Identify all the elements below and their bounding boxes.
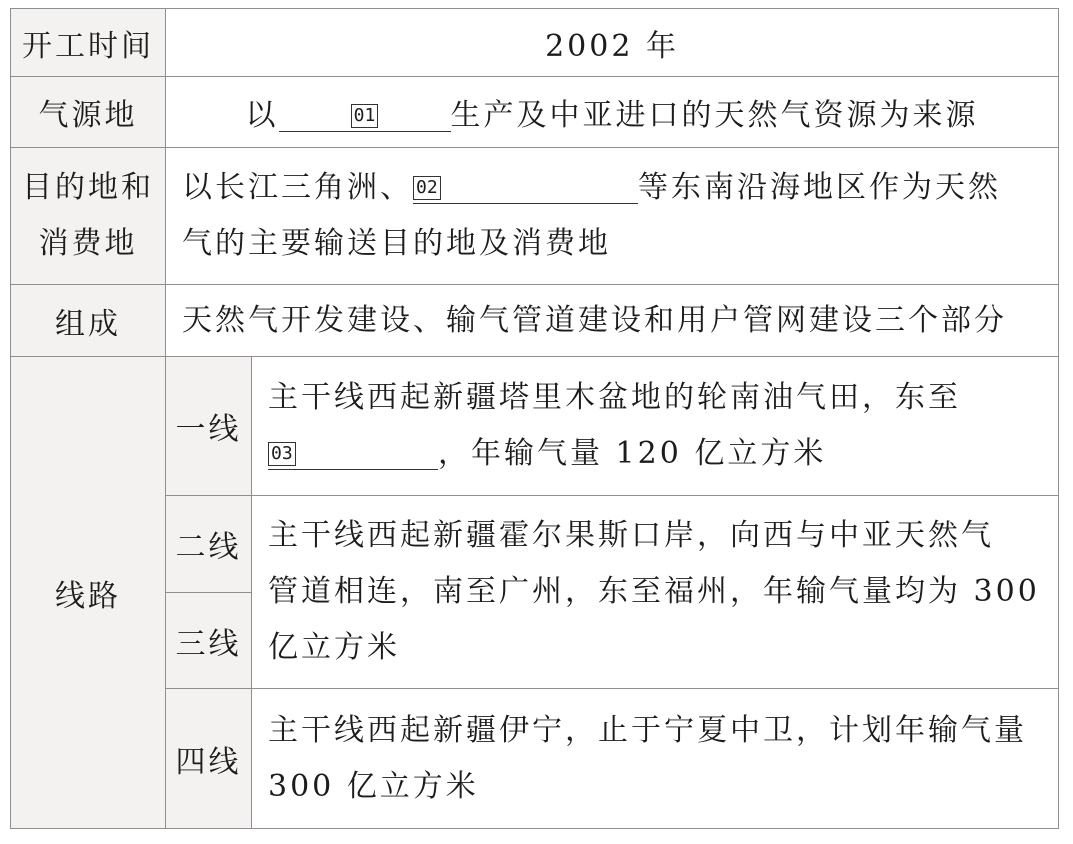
row-label-gas-source: 气源地 — [11, 77, 166, 148]
route-line-4-text-line2: 300 亿立方米 — [268, 768, 479, 804]
row-label-composition: 组成 — [11, 285, 166, 357]
table-row — [11, 148, 1059, 285]
route-line-4-text — [252, 689, 1059, 829]
blank-number: 03 — [268, 442, 296, 466]
destination-label-line2: 消费地 — [38, 226, 138, 261]
blank-number: 02 — [413, 176, 441, 200]
gas-source-text-after: 生产及中亚进口的天然气资源为来源 — [450, 98, 979, 133]
route-line-2-label: 二线 — [166, 496, 252, 593]
destination-text-before: 以长江三角洲、 — [182, 170, 413, 205]
route-line-1-text-line1: 主干线西起新疆塔里木盆地的轮南油气田，东至 — [268, 380, 961, 415]
fill-blank-02[interactable] — [413, 173, 638, 204]
table-container — [10, 8, 1059, 829]
destination-label-line1: 目的地和 — [22, 170, 154, 205]
row-label-route: 线路 — [11, 357, 166, 829]
destination-text-line2: 气的主要输送目的地及消费地 — [182, 226, 611, 261]
fill-blank-01[interactable] — [279, 101, 451, 132]
west-east-gas-pipeline-table — [10, 8, 1059, 829]
route-line-2-3-text-line3: 亿立方米 — [268, 630, 400, 665]
composition-value: 天然气开发建设、输气管道建设和用户管网建设三个部分 — [166, 285, 1059, 357]
row-label-destination — [11, 148, 166, 285]
route-line-2-3-text-line2: 管道相连，南至广州，东至福州，年输气量均为 300 — [268, 574, 1040, 609]
route-line-1-text — [252, 357, 1059, 496]
destination-text-after: 等东南沿海地区作为天然 — [638, 170, 1001, 205]
route-line-1-text-after: ，年输气量 120 亿立方米 — [438, 436, 827, 471]
route-line-2-3-text-line1: 主干线西起新疆霍尔果斯口岸，向西与中亚天然气 — [268, 518, 994, 553]
fill-blank-03[interactable] — [268, 439, 438, 470]
table-row — [11, 689, 1059, 829]
blank-number: 01 — [351, 104, 379, 128]
route-line-4-text-line1: 主干线西起新疆伊宁，止于宁夏中卫，计划年输气量 — [268, 712, 1027, 748]
table-row — [11, 285, 1059, 357]
row-label-start-time: 开工时间 — [11, 9, 166, 77]
route-line-1-label: 一线 — [166, 357, 252, 496]
gas-source-value — [166, 77, 1059, 148]
table-row — [11, 357, 1059, 496]
destination-value — [166, 148, 1059, 285]
table-row — [11, 9, 1059, 77]
route-line-2-3-text — [252, 496, 1059, 689]
route-line-3-label: 三线 — [166, 593, 252, 689]
route-line-4-label: 四线 — [166, 689, 252, 829]
start-time-value: 2002 年 — [166, 9, 1059, 77]
table-row — [11, 496, 1059, 593]
table-row — [11, 77, 1059, 148]
gas-source-text-before: 以 — [245, 98, 279, 133]
